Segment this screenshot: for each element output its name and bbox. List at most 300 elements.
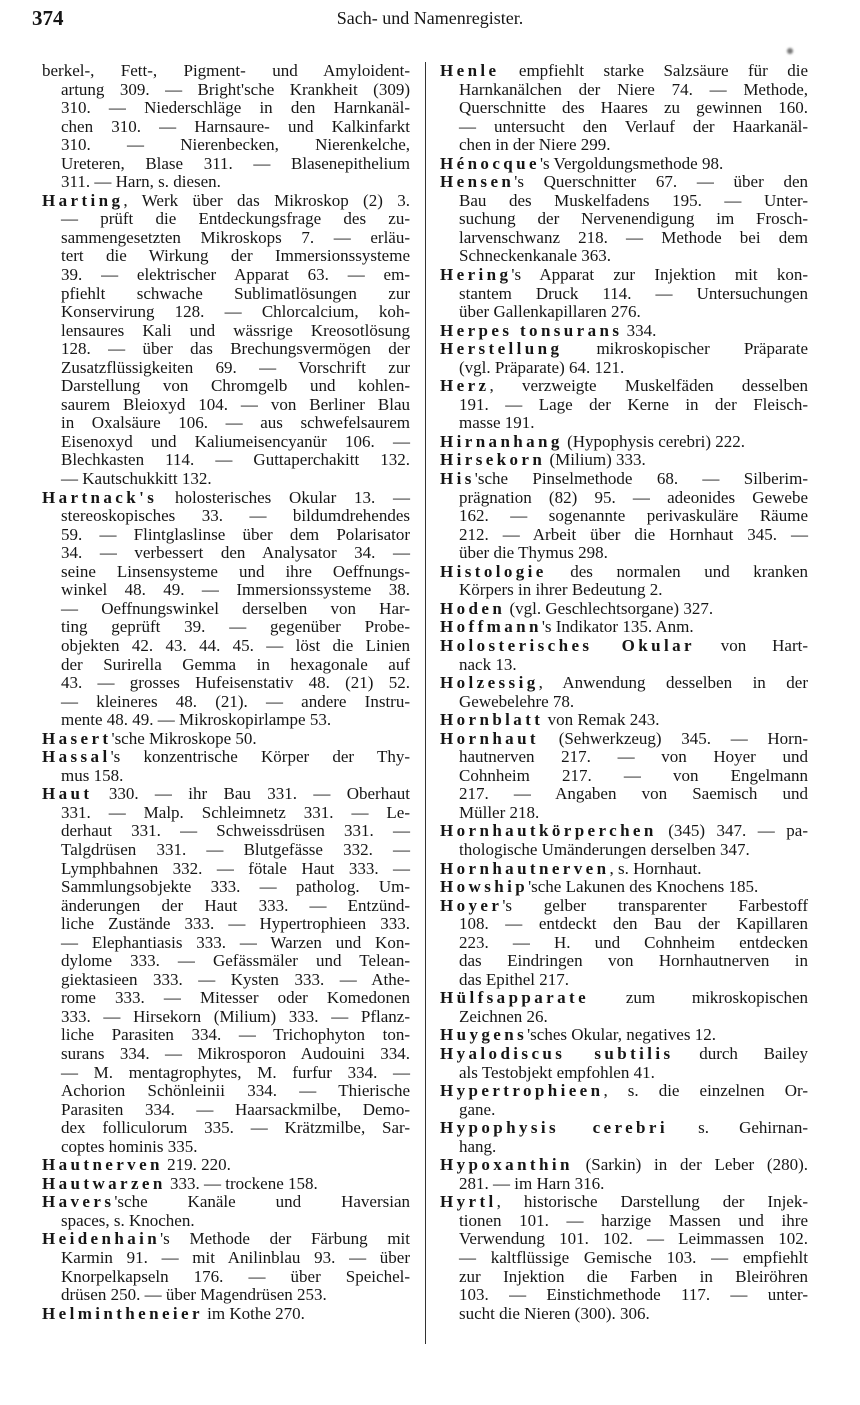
entry-headword: Hasert xyxy=(42,728,112,748)
entry-continuation-line xyxy=(42,99,410,118)
entry-first-line xyxy=(440,711,808,730)
entry-text: , s. Hornhaut. xyxy=(609,858,702,878)
entry-text: 's gelber transparenter Farbestoff xyxy=(502,895,808,915)
entry-text: 162. — sogenannte perivaskuläre Räume xyxy=(459,506,808,526)
entry-headword: Hornhautkörperchen xyxy=(440,821,657,841)
entry-first-line xyxy=(440,173,808,192)
entry-text: (Sarkin) in der Leber (280). xyxy=(572,1155,808,1175)
entry-text: chen 310. — Harnsaure- und Kalkinfarkt xyxy=(61,116,410,136)
entry-headword: Hornblatt xyxy=(440,710,544,730)
entry-headword: Hypoxanthin xyxy=(440,1155,573,1175)
entry-continuation-line xyxy=(42,804,410,823)
entry-continuation-line xyxy=(440,971,808,990)
entry-first-line xyxy=(42,1305,410,1324)
entry-text: im Kothe 270. xyxy=(202,1303,305,1323)
entry-headword: His xyxy=(440,469,475,489)
entry-text: als Testobjekt empfohlen 41. xyxy=(459,1062,655,1082)
entry-continuation-line xyxy=(440,841,808,860)
entry-continuation-line xyxy=(42,247,410,266)
entry-text: saurem Bleioxyd 104. — von Berliner Blau xyxy=(61,394,410,414)
entry-continuation-line xyxy=(42,1045,410,1064)
entry-continuation-line xyxy=(42,822,410,841)
entry-continuation-line xyxy=(42,860,410,879)
entry-continuation-line xyxy=(440,656,808,675)
entry-continuation-line xyxy=(42,952,410,971)
entry-text: (vgl. Geschlechtsorgane) 327. xyxy=(505,598,714,618)
entry-continuation-line xyxy=(42,470,410,489)
entry-text: ting geprüft 39. — gegenüber Probe- xyxy=(61,617,410,637)
entry-headword: Herstellung xyxy=(440,339,563,359)
entry-text: sucht die Nieren (300). 306. xyxy=(459,1303,650,1323)
entry-text: pfiehlt schwache Sublimatlösungen zur xyxy=(61,283,410,303)
entry-headword: Holzessig xyxy=(440,673,539,693)
running-title xyxy=(0,8,860,29)
entry-continuation-line xyxy=(440,693,808,712)
index-entry xyxy=(42,1305,410,1324)
entry-continuation-line xyxy=(440,396,808,415)
entry-text: 's Indikator 135. Anm. xyxy=(541,617,694,637)
entry-text: spaces, s. Knochen. xyxy=(61,1210,195,1230)
entry-continuation-line xyxy=(440,915,808,934)
entry-continuation-line xyxy=(440,285,808,304)
entry-continuation-line xyxy=(42,1082,410,1101)
entry-text: das Epithel 217. xyxy=(459,969,570,989)
scan-speck xyxy=(787,48,793,54)
entry-continuation-line xyxy=(440,804,808,823)
entry-headword: Hyrtl xyxy=(440,1192,497,1212)
index-entry xyxy=(440,618,808,637)
entry-continuation-line xyxy=(42,1286,410,1305)
entry-text: von Remak 243. xyxy=(543,710,660,730)
index-entry xyxy=(440,637,808,674)
entry-text: Talgdrüsen 331. — Blutgefässe 332. — xyxy=(61,839,410,859)
entry-text: — kleineres 48. (21). — andere Instru- xyxy=(61,691,410,711)
index-entry xyxy=(440,600,808,619)
entry-headword: Hassal xyxy=(42,747,111,767)
index-entry xyxy=(42,748,410,785)
index-entry xyxy=(440,340,808,377)
index-entry xyxy=(440,322,808,341)
entry-text: Verwendung 101. 102. — Leimmassen 102. xyxy=(459,1229,808,1249)
entry-continuation-line xyxy=(42,1064,410,1083)
entry-text: sammengesetzten Mikroskops 7. — erläu- xyxy=(61,227,410,247)
entry-first-line xyxy=(440,822,808,841)
entry-text: 333. — Hirsekorn (Milium) 333. — Pflanz- xyxy=(61,1006,410,1026)
entry-text: — Oeffnungswinkel derselben von Har- xyxy=(61,598,410,618)
entry-text: Knorpelkapseln 176. — über Speichel- xyxy=(61,1266,410,1286)
index-entry xyxy=(440,674,808,711)
entry-text: der Surirella Gemma in hexagonale auf xyxy=(61,654,410,674)
entry-headword: Hoden xyxy=(440,598,506,618)
entry-headword: Henle xyxy=(440,61,500,80)
entry-text: 128. — über das Brechungsvermögen der xyxy=(61,339,410,359)
entry-continuation-line xyxy=(42,1026,410,1045)
entry-text: Sammlungsobjekte 333. — patholog. Um- xyxy=(61,877,410,897)
entry-continuation-line xyxy=(42,656,410,675)
entry-headword: Hülfsapparate xyxy=(440,988,590,1008)
column-divider xyxy=(425,62,426,1344)
entry-first-line xyxy=(42,748,410,767)
entry-text: 219. 220. xyxy=(162,1155,231,1175)
entry-continuation-line xyxy=(42,173,410,192)
entry-continuation-line xyxy=(42,210,410,229)
index-column-right xyxy=(440,62,808,1323)
index-entry xyxy=(440,1026,808,1045)
entry-text: Eisenoxyd und Kaliumeisencyanür 106. — xyxy=(61,431,410,451)
entry-first-line xyxy=(42,1193,410,1212)
index-entry xyxy=(440,1119,808,1156)
entry-text: 'sche Mikroskope 50. xyxy=(111,728,257,748)
entry-continuation-line xyxy=(440,1138,808,1157)
entry-text: 103. — Einstichmethode 117. — unter- xyxy=(459,1285,808,1305)
entry-headword: Hénocque xyxy=(440,153,540,173)
entry-headword: Hornhaut xyxy=(440,728,539,748)
entry-first-line xyxy=(440,897,808,916)
entry-text: gane. xyxy=(459,1099,496,1119)
entry-continuation-line xyxy=(42,136,410,155)
entry-text: 331. — Malp. Schleimnetz 331. — Le- xyxy=(61,802,410,822)
entry-first-line xyxy=(440,878,808,897)
entry-continuation-line xyxy=(42,396,410,415)
index-entry xyxy=(42,62,410,192)
entry-text: stantem Druck 114. — Untersuchungen xyxy=(459,283,808,303)
entry-continuation-line xyxy=(42,507,410,526)
index-entry xyxy=(440,730,808,823)
entry-text: holosterisches Okular 13. — xyxy=(157,487,410,507)
entry-first-line xyxy=(440,618,808,637)
entry-text: 's Methode der Färbung mit xyxy=(160,1229,410,1249)
entry-text: hautnerven 217. — von Hoyer und xyxy=(459,747,808,767)
entry-continuation-line xyxy=(440,81,808,100)
entry-headword: Hoffmann xyxy=(440,617,542,637)
entry-text: 310. — Niederschläge in den Harnkanäl- xyxy=(61,98,410,118)
entry-continuation-line xyxy=(42,989,410,1008)
entry-headword: Harting xyxy=(42,190,124,210)
entry-text: durch Bailey xyxy=(673,1043,808,1063)
index-entry xyxy=(42,730,410,749)
entry-headword: Hornhautnerven xyxy=(440,858,610,878)
entry-headword: Hypertrophieen xyxy=(440,1081,604,1101)
entry-text: 'sche Lakunen des Knochens 185. xyxy=(528,877,759,897)
index-entry xyxy=(440,1045,808,1082)
entry-text: Parasiten 334. — Haarsackmilbe, Demo- xyxy=(61,1099,410,1119)
entry-text: 's Vergoldungsmethode 98. xyxy=(539,153,724,173)
entry-continuation-line xyxy=(440,247,808,266)
page-number: 374 xyxy=(32,6,64,30)
entry-text: über die Thymus 298. xyxy=(459,543,608,563)
entry-continuation-line xyxy=(440,544,808,563)
entry-text: dylome 333. — Gefässmäler und Telean- xyxy=(61,951,410,971)
entry-continuation-line xyxy=(42,359,410,378)
entry-text: prägnation (82) 95. — adeonides Gewebe xyxy=(459,487,808,507)
index-entry xyxy=(440,711,808,730)
entry-text: empfiehlt starke Salzsäure für die xyxy=(499,61,808,80)
entry-text: s. Gehirnan- xyxy=(667,1118,808,1138)
entry-text: Zusatzflüssigkeiten 69. — Vorschrift zur xyxy=(61,357,410,377)
entry-first-line xyxy=(440,266,808,285)
entry-continuation-line xyxy=(440,1268,808,1287)
entry-headword: Hirnanhang xyxy=(440,431,563,451)
entry-text: thologische Umänderungen derselben 347. xyxy=(459,839,750,859)
entry-text: 34. — verbessert den Analysator 34. — xyxy=(61,543,410,563)
entry-text: zur Injektion die Farben in Bleiröhren xyxy=(459,1266,808,1286)
entry-text: berkel-, Fett-, Pigment- und Amyloident- xyxy=(42,61,410,80)
entry-text: liche Zustände 333. — Hypertrophieen 333. xyxy=(61,914,410,934)
entry-first-line xyxy=(440,433,808,452)
index-entry xyxy=(440,266,808,322)
entry-text: — Elephantiasis 333. — Warzen und Kon- xyxy=(61,932,410,952)
entry-first-line xyxy=(42,730,410,749)
entry-first-line xyxy=(440,1082,808,1101)
entry-first-line xyxy=(440,674,808,693)
entry-continuation-line xyxy=(42,377,410,396)
entry-text: 223. — H. und Cohnheim entdecken xyxy=(459,932,808,952)
entry-text: 217. — Angaben von Saemisch und xyxy=(459,784,808,804)
entry-text: Ureteren, Blase 311. — Blasenepithelium xyxy=(61,153,410,173)
entry-continuation-line xyxy=(42,1249,410,1268)
entry-continuation-line xyxy=(42,897,410,916)
index-entry xyxy=(440,433,808,452)
entry-text: 108. — entdeckt den Bau der Kapillaren xyxy=(459,914,808,934)
entry-continuation-line xyxy=(440,136,808,155)
entry-first-line xyxy=(440,600,808,619)
entry-first-line xyxy=(440,730,808,749)
entry-text: mus 158. xyxy=(61,765,124,785)
entry-text: Bau des Muskelfadens 195. — Unter- xyxy=(459,190,808,210)
entry-first-line xyxy=(440,1119,808,1138)
entry-text: zum mikroskopischen xyxy=(589,988,808,1008)
entry-text: Zeichnen 26. xyxy=(459,1006,548,1026)
entry-headword: Huygens xyxy=(440,1025,528,1045)
entry-text: — kaltflüssige Gemische 103. — empfiehlt xyxy=(459,1248,808,1267)
entry-first-line xyxy=(42,785,410,804)
entry-first-line xyxy=(42,1230,410,1249)
entry-headword: Hartnack's xyxy=(42,487,158,507)
entry-text: 'sche Pinselmethode 68. — Silberim- xyxy=(474,469,808,489)
entry-text: — untersucht den Verlauf der Haarkanäl- xyxy=(459,116,808,136)
entry-text: von Hart- xyxy=(694,635,808,655)
entry-text: Cohnheim 217. — von Engelmann xyxy=(459,765,808,785)
entry-first-line xyxy=(440,860,808,879)
entry-text: larvenschwanz 218. — Methode bei dem xyxy=(459,227,808,247)
entry-continuation-line xyxy=(42,711,410,730)
entry-text: — M. mentagrophytes, M. furfur 334. — xyxy=(61,1062,410,1082)
entry-continuation-line xyxy=(42,1268,410,1287)
entry-first-line xyxy=(42,62,410,81)
entry-continuation-line xyxy=(42,581,410,600)
entry-continuation-line xyxy=(42,526,410,545)
index-entry xyxy=(440,860,808,879)
entry-text: 333. — trockene 158. xyxy=(165,1173,318,1193)
entry-headword: Hyalodiscus subtilis xyxy=(440,1043,674,1063)
entry-continuation-line xyxy=(440,581,808,600)
entry-text: giektasieen 333. — Kysten 333. — Athe- xyxy=(61,969,410,989)
entry-text: Karmin 91. — mit Anilinblau 93. — über xyxy=(61,1248,410,1267)
entry-text: (Hypophysis cerebri) 222. xyxy=(562,431,746,451)
entry-text: — prüft die Entdeckungsfrage des zu- xyxy=(61,209,410,229)
index-entry xyxy=(440,822,808,859)
entry-first-line xyxy=(42,1175,410,1194)
entry-headword: Helmintheneier xyxy=(42,1303,203,1323)
entry-text: 310. — Nierenbecken, Nierenkelche, xyxy=(61,135,410,155)
entry-headword: Haut xyxy=(42,784,93,804)
entry-continuation-line xyxy=(42,693,410,712)
index-entry xyxy=(440,1193,808,1323)
entry-first-line xyxy=(440,155,808,174)
entry-continuation-line xyxy=(42,285,410,304)
entry-headword: Hering xyxy=(440,265,512,285)
entry-first-line xyxy=(42,489,410,508)
entry-first-line xyxy=(440,322,808,341)
entry-continuation-line xyxy=(440,303,808,322)
entry-continuation-line xyxy=(42,637,410,656)
entry-text: Körpers in ihrer Bedeutung 2. xyxy=(459,580,663,600)
index-entry xyxy=(440,563,808,600)
index-entry xyxy=(440,377,808,433)
entry-text: nack 13. xyxy=(459,654,517,674)
entry-text: 'sche Kanäle und Haversian xyxy=(114,1192,410,1212)
entry-continuation-line xyxy=(440,1008,808,1027)
entry-text: coptes hominis 335. xyxy=(61,1136,198,1156)
entry-text: änderungen der Haut 333. — Entzünd- xyxy=(61,895,410,915)
entry-text: 's Apparat zur Injektion mit kon- xyxy=(511,265,808,285)
entry-text: artung 309. — Bright'sche Krankheit (309) xyxy=(61,79,410,99)
entry-headword: Histologie xyxy=(440,561,547,581)
entry-text: surans 334. — Mikrosporon Audouini 334. xyxy=(61,1043,410,1063)
index-entry xyxy=(42,1230,410,1304)
entry-text: 59. — Flintglaslinse über dem Polarisator xyxy=(61,524,410,544)
entry-continuation-line xyxy=(440,192,808,211)
entry-text: rome 333. — Mitesser oder Komedonen xyxy=(61,988,410,1008)
entry-first-line xyxy=(42,1156,410,1175)
entry-text: Konservirung 128. — Chlorcalcium, koh- xyxy=(61,302,410,322)
entry-text: in Oxalsäure 106. — aus schwefelsaurem xyxy=(61,413,410,433)
entry-text: drüsen 250. — über Magendrüsen 253. xyxy=(61,1285,327,1305)
entry-text: Darstellung von Chromgelb und kohlen- xyxy=(61,376,410,396)
entry-text: lensaures Kali und wässrige Kreosotlösung xyxy=(61,320,410,340)
entry-headword: Hensen xyxy=(440,172,515,192)
entry-text: 's konzentrische Körper der Thy- xyxy=(110,747,410,767)
entry-continuation-line xyxy=(42,563,410,582)
entry-text: 'sches Okular, negatives 12. xyxy=(527,1025,716,1045)
entry-first-line xyxy=(440,637,808,656)
entry-continuation-line xyxy=(440,210,808,229)
entry-continuation-line xyxy=(440,952,808,971)
entry-headword: Hirsekorn xyxy=(440,450,546,470)
running-title-text: Sach- und Namenregister. xyxy=(336,8,524,28)
entry-continuation-line xyxy=(42,1119,410,1138)
entry-first-line xyxy=(440,451,808,470)
entry-continuation-line xyxy=(42,934,410,953)
entry-continuation-line xyxy=(440,1212,808,1231)
entry-text: 281. — im Harn 316. xyxy=(459,1173,605,1193)
entry-text: Achorion Schönleinii 334. — Thierische xyxy=(61,1081,410,1101)
entry-text: über Gallenkapillaren 276. xyxy=(459,302,641,322)
entry-text: chen in der Niere 299. xyxy=(459,135,611,155)
entry-headword: Holosterisches Okular xyxy=(440,635,695,655)
entry-text: , s. die einzelnen Or- xyxy=(603,1081,808,1101)
entry-headword: Herpes tonsurans xyxy=(440,320,623,340)
entry-continuation-line xyxy=(42,767,410,786)
entry-continuation-line xyxy=(440,1230,808,1249)
index-entry xyxy=(440,451,808,470)
entry-text: derhaut 331. — Schweissdrüsen 331. — xyxy=(61,821,410,841)
entry-text: (345) 347. — pa- xyxy=(656,821,808,841)
entry-continuation-line xyxy=(42,841,410,860)
entry-first-line xyxy=(440,377,808,396)
index-entry xyxy=(440,470,808,563)
entry-headword: Hypophysis cerebri xyxy=(440,1118,668,1138)
index-column-left xyxy=(42,62,410,1323)
entry-continuation-line xyxy=(440,1286,808,1305)
index-entry xyxy=(440,155,808,174)
entry-text: liche Parasiten 334. — Trichophyton ton- xyxy=(61,1025,410,1045)
entry-continuation-line xyxy=(440,359,808,378)
entry-text: 191. — Lage der Kerne in der Fleisch- xyxy=(459,394,808,414)
entry-first-line xyxy=(440,1193,808,1212)
entry-text: hang. xyxy=(459,1136,497,1156)
entry-text: das Eindringen von Hornhautnerven in xyxy=(459,951,808,971)
entry-continuation-line xyxy=(42,433,410,452)
entry-text: tionen 101. — harzige Massen und ihre xyxy=(459,1210,808,1230)
entry-headword: Howship xyxy=(440,877,529,897)
index-entry xyxy=(42,1156,410,1175)
entry-first-line xyxy=(440,1045,808,1064)
entry-continuation-line xyxy=(42,674,410,693)
entry-continuation-line xyxy=(440,507,808,526)
entry-text: , verzweigte Muskelfäden desselben xyxy=(489,376,808,396)
entry-continuation-line xyxy=(440,118,808,137)
entry-text: winkel 48. 49. — Immersionssysteme 38. xyxy=(61,580,410,600)
entry-headword: Havers xyxy=(42,1192,115,1212)
entry-text: des normalen und kranken xyxy=(546,561,808,581)
entry-continuation-line xyxy=(440,767,808,786)
entry-first-line xyxy=(440,1156,808,1175)
entry-continuation-line xyxy=(42,266,410,285)
entry-continuation-line xyxy=(42,155,410,174)
index-entry xyxy=(42,785,410,1156)
entry-continuation-line xyxy=(42,971,410,990)
entry-continuation-line xyxy=(42,451,410,470)
index-entry xyxy=(42,489,410,730)
entry-text: stereoskopisches 33. — bildumdrehendes xyxy=(61,506,410,526)
entry-text: masse 191. xyxy=(459,413,535,433)
entry-continuation-line xyxy=(42,322,410,341)
entry-headword: Hautnerven xyxy=(42,1155,163,1175)
entry-continuation-line xyxy=(42,303,410,322)
entry-continuation-line xyxy=(42,81,410,100)
entry-text: 's Querschnitter 67. — über den xyxy=(514,172,808,192)
index-entry xyxy=(42,192,410,489)
entry-continuation-line xyxy=(42,414,410,433)
entry-continuation-line xyxy=(42,1212,410,1231)
entry-continuation-line xyxy=(42,1008,410,1027)
entry-continuation-line xyxy=(42,229,410,248)
entry-continuation-line xyxy=(42,544,410,563)
entry-continuation-line xyxy=(42,118,410,137)
entry-text: , historische Darstellung der Injek- xyxy=(496,1192,808,1212)
entry-text: Gewebelehre 78. xyxy=(459,691,575,711)
entry-first-line xyxy=(440,563,808,582)
entry-continuation-line xyxy=(42,1101,410,1120)
entry-first-line xyxy=(42,192,410,211)
entry-text: mikroskopischer Präparate xyxy=(562,339,808,359)
entry-headword: Heidenhain xyxy=(42,1229,161,1249)
entry-continuation-line xyxy=(440,1305,808,1324)
entry-headword: Herz xyxy=(440,376,490,396)
entry-text: Schneckenkanale 363. xyxy=(459,246,611,266)
entry-continuation-line xyxy=(440,526,808,545)
